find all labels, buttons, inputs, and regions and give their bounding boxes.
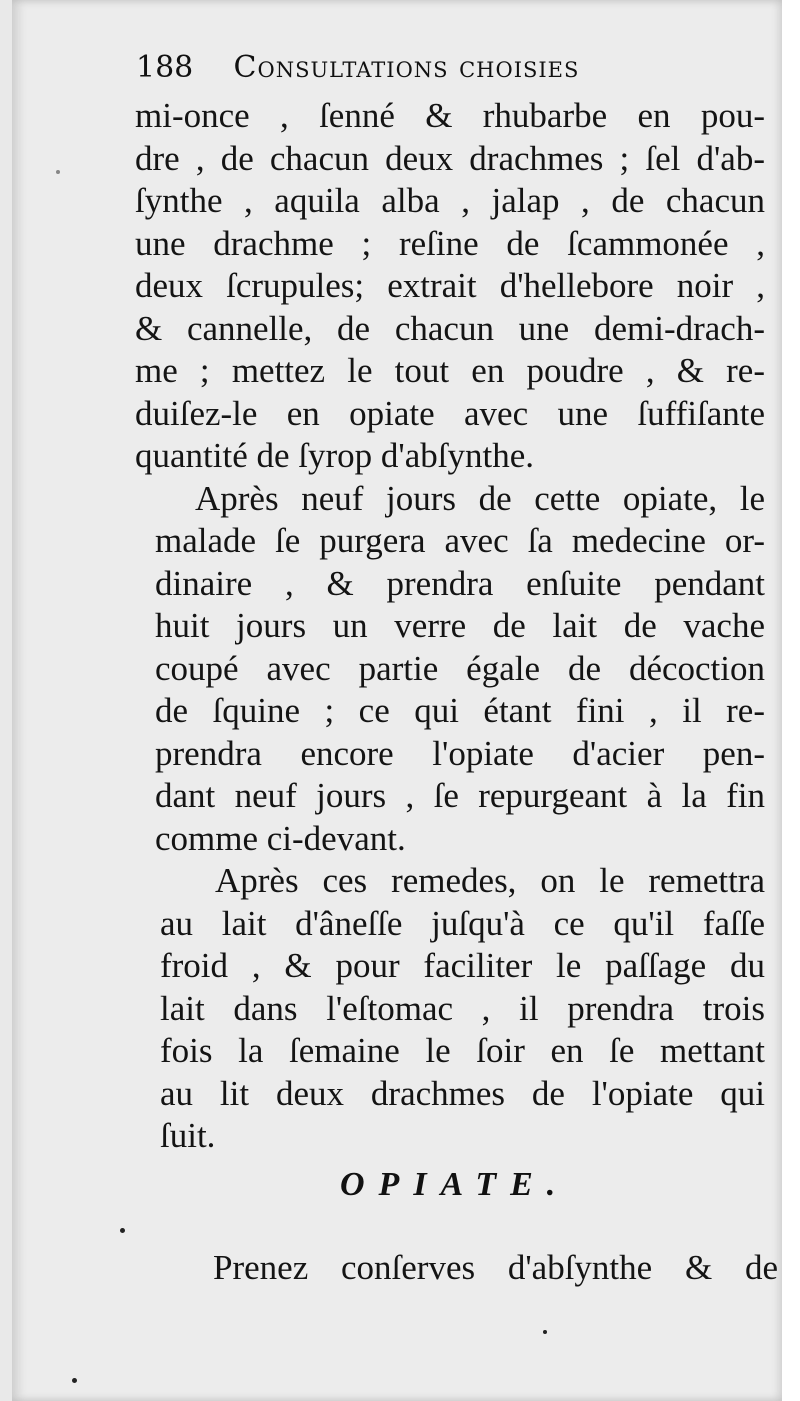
text-line: coupé avec partie égale de décoction — [155, 648, 765, 688]
text-line: me ; mettez le tout en poudre , & re- — [135, 351, 765, 390]
text-line: malade ſe purgera avec ſa medecine or- — [155, 521, 765, 560]
text-line: dre , de chacun deux drachmes ; ſel d'ab- — [135, 138, 765, 178]
text-line: & cannelle, de chacun une demi-drach- — [135, 308, 765, 348]
text-line: au lit deux drachmes de l'opiate qui — [160, 1073, 765, 1113]
body-text — [135, 95, 765, 1158]
text-line: dant neuf jours , ſe repurgeant à la fin — [155, 776, 765, 815]
page-number: 188 — [136, 50, 194, 85]
text-line: prendra encore l'opiate d'acier pen- — [155, 733, 765, 773]
ink-speck — [120, 1228, 125, 1233]
text-line: froid , & pour faciliter le paſſage du — [160, 946, 765, 985]
text-line: au lait d'âneſſe juſqu'à ce qu'il faſſe — [160, 903, 765, 943]
text-line: fois la ſemaine le ſoir en ſe mettant — [160, 1031, 765, 1070]
text-line: ſuit. — [160, 1116, 216, 1155]
text-line: comme ci-devant. — [155, 818, 406, 858]
page-header — [136, 50, 656, 94]
section-title: OPIATE. — [340, 1166, 570, 1203]
paragraph-first-line: Après neuf jours de cette opiate, le — [195, 478, 765, 518]
text-line: ſynthe , aquila alba , jalap , de chacun — [135, 181, 765, 220]
text-line: duiſez-le en opiate avec une ſuffiſante — [135, 393, 765, 433]
running-title: Consultations choisies — [233, 50, 580, 85]
text-line: de ſquine ; ce qui étant fini , il re- — [155, 691, 765, 730]
page-edge — [782, 0, 800, 1401]
text-line: une drachme ; reſine de ſcammonée , — [135, 223, 765, 263]
text-line: Prenez conſerves d'abſynthe & de — [213, 1248, 778, 1287]
paragraph-first-line: Après ces remedes, on le remettra — [215, 861, 765, 900]
text-line: dinaire , & prendra enſuite pendant — [155, 563, 765, 603]
ink-speck — [72, 1378, 77, 1383]
text-line: mi-once , ſenné & rhubarbe en pou- — [135, 96, 765, 135]
ink-speck — [543, 1330, 547, 1334]
ink-speck — [56, 170, 60, 174]
text-line: lait dans l'eſtomac , il prendra trois — [160, 988, 765, 1028]
text-line: huit jours un verre de lait de vache — [155, 606, 765, 645]
text-line: quantité de ſyrop d'abſynthe. — [135, 436, 534, 475]
text-line: deux ſcrupules; extrait d'hellebore noir , — [135, 266, 765, 305]
